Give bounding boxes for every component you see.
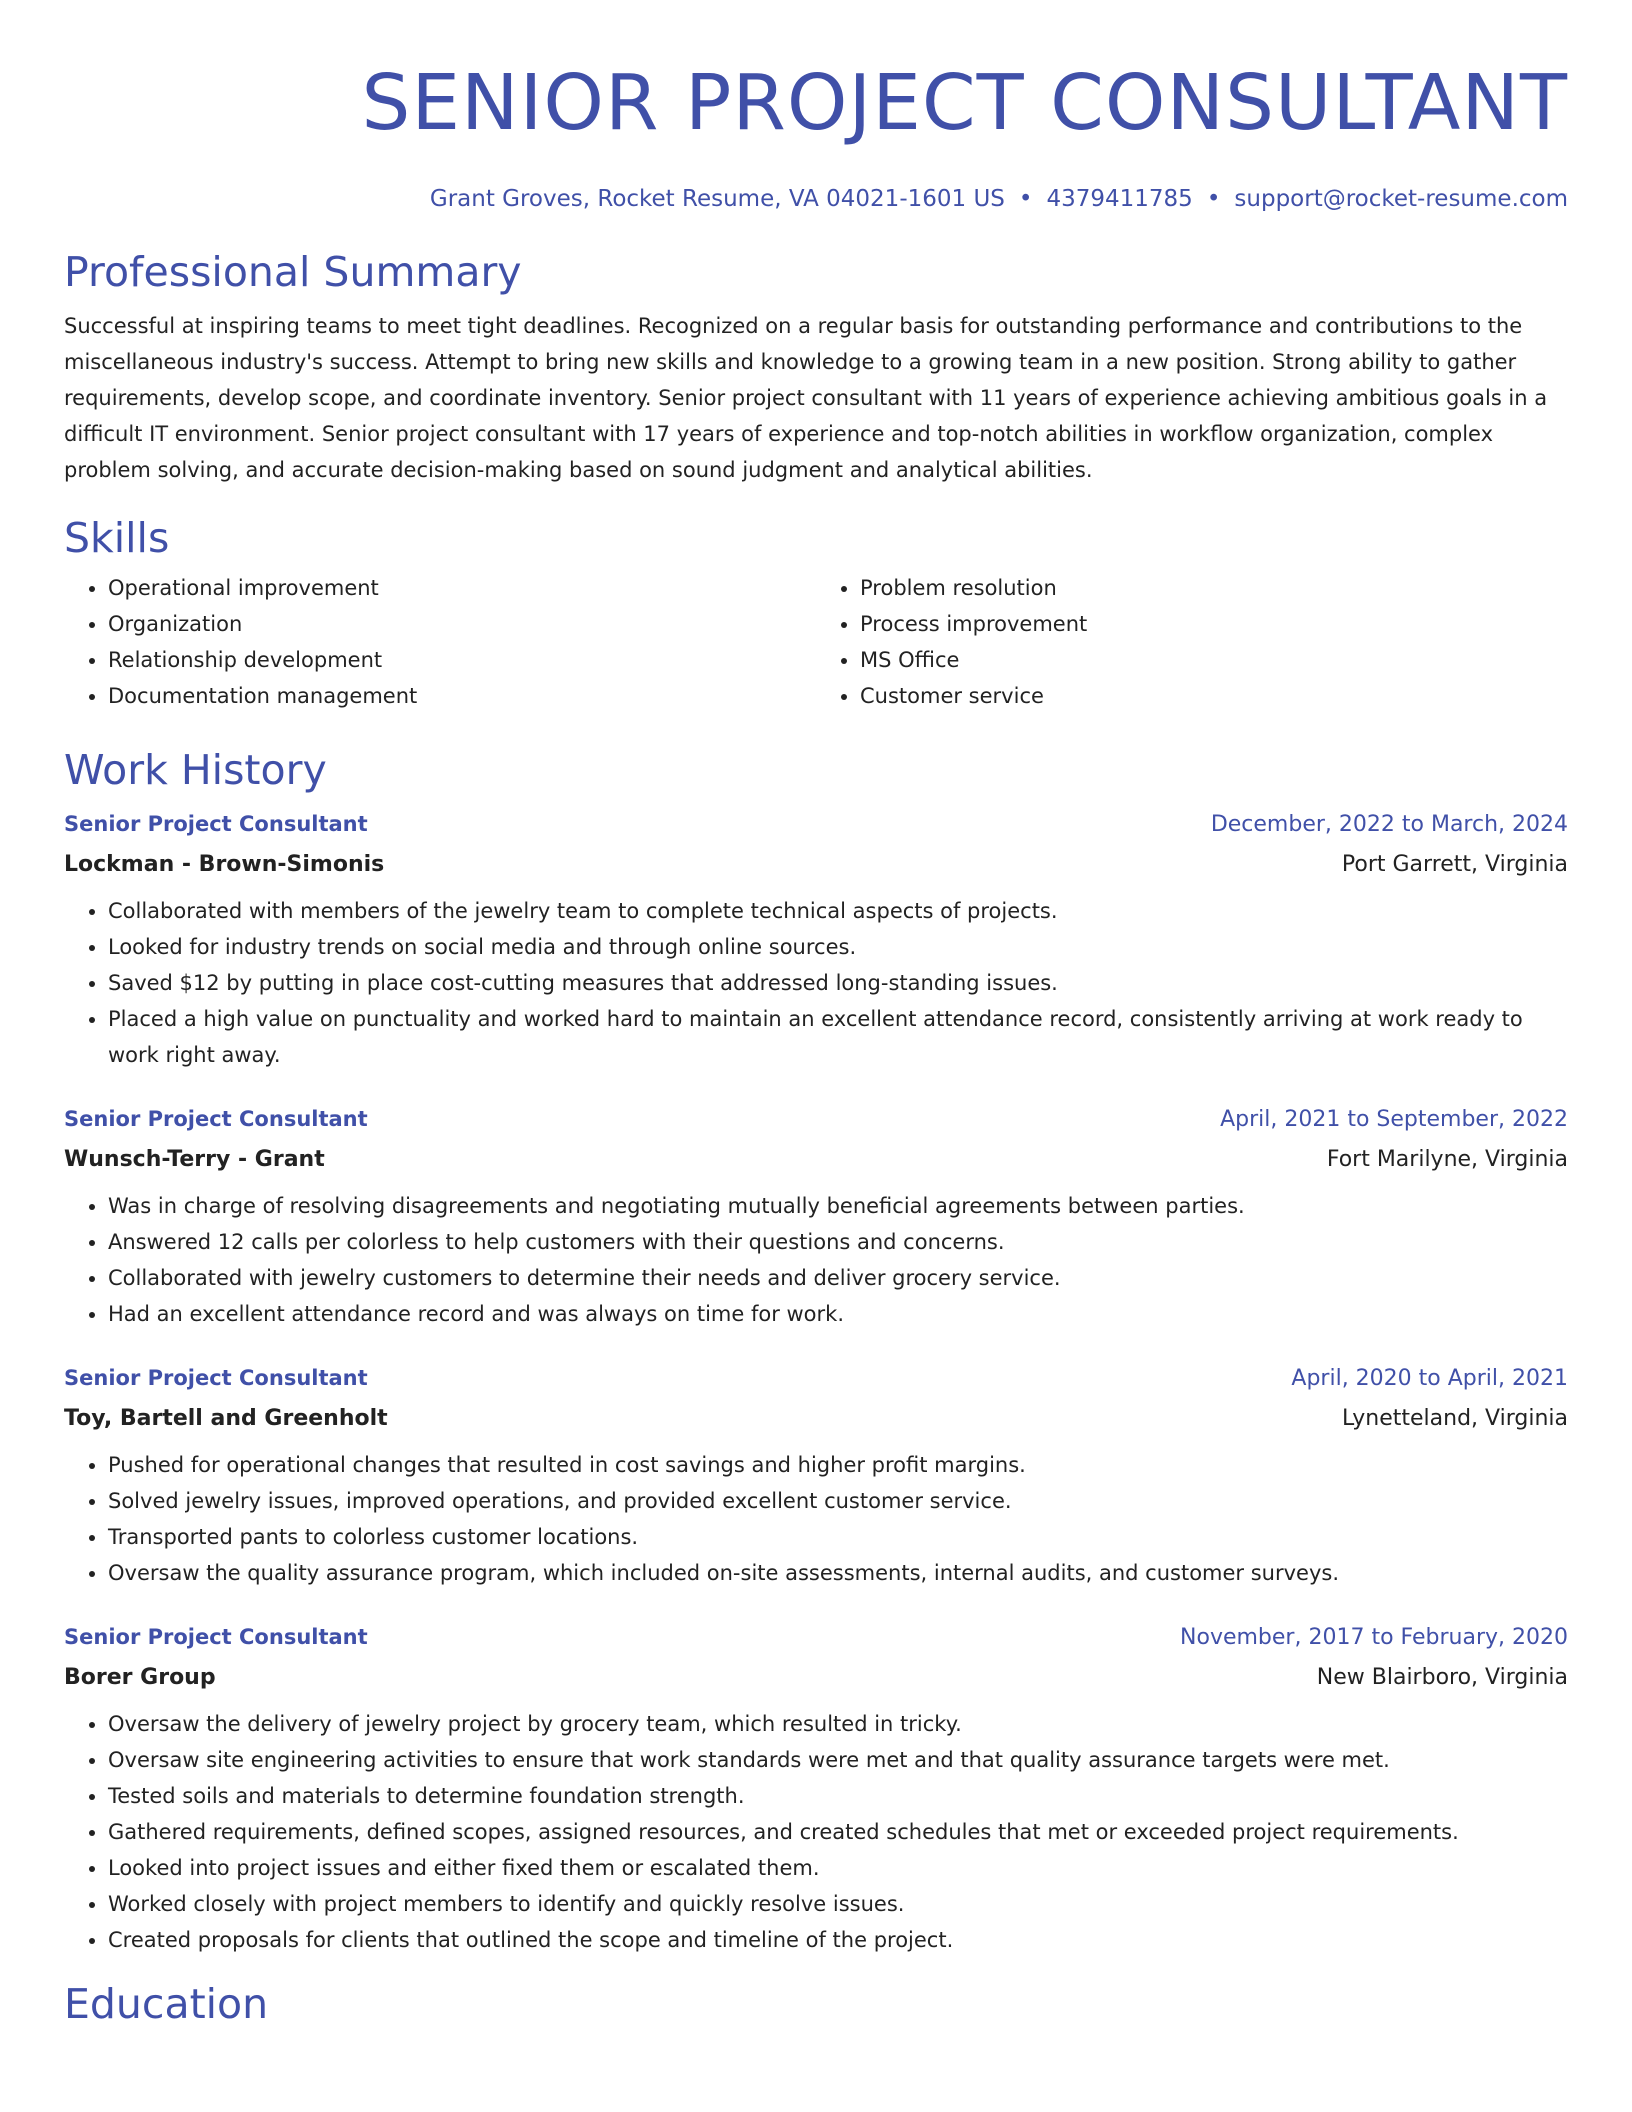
- job-bullet: • Created proposals for clients that outlined the scope and timeline of the project.: [108, 1922, 1568, 1958]
- job-location: Port Garrett, Virginia: [1341, 852, 1568, 877]
- job-bullet: • Collaborated with members of the jewelry team to complete technical aspects of projects.: [108, 893, 1568, 929]
- job-company: Borer Group: [64, 1665, 216, 1690]
- job-bullet: • Oversaw the delivery of jewelry project by grocery team, which resulted in tricky.: [108, 1706, 1568, 1742]
- job-bullets: [64, 1188, 1568, 1332]
- job-bullet: • Solved jewelry issues, improved operations, and provided excellent customer service.: [108, 1483, 1568, 1519]
- job-bullet: • Collaborated with jewelry customers to determine their needs and deliver grocery service.: [108, 1260, 1568, 1296]
- contact-line: [64, 182, 1568, 216]
- job-title: Senior Project Consultant: [64, 1366, 368, 1390]
- job-location: New Blairboro, Virginia: [1316, 1665, 1568, 1690]
- job-bullet: • Was in charge of resolving disagreements and negotiating mutually beneficial agreements between parties.: [108, 1188, 1568, 1224]
- job-dates: April, 2021 to September, 2022: [1220, 1107, 1568, 1132]
- summary-heading: Professional Summary: [64, 248, 522, 296]
- job-bullet: • Oversaw site engineering activities to ensure that work standards were met and that quality assurance targets were met.: [108, 1742, 1568, 1778]
- job-dates: April, 2020 to April, 2021: [1291, 1366, 1568, 1391]
- job-bullets: [64, 1447, 1568, 1591]
- job-title: Senior Project Consultant: [64, 1625, 368, 1649]
- job-dates: November, 2017 to February, 2020: [1180, 1625, 1568, 1650]
- job-entry: [64, 1617, 1568, 1958]
- resume-title: SENIOR PROJECT CONSULTANT: [361, 59, 1568, 148]
- skill-item: • Documentation management: [108, 678, 816, 714]
- job-entry: [64, 1358, 1568, 1591]
- contact-separator: •: [1206, 186, 1221, 212]
- contact-email: support@rocket-resume.com: [1234, 186, 1568, 212]
- skills-column-left: [64, 570, 816, 714]
- job-company: Lockman - Brown-Simonis: [64, 852, 385, 877]
- contact-address: Grant Groves, Rocket Resume, VA 04021-1601 US: [429, 186, 1005, 212]
- skill-item: • Problem resolution: [860, 570, 1568, 606]
- job-bullet: • Oversaw the quality assurance program, which included on-site assessments, internal audits, and customer surveys.: [108, 1555, 1568, 1591]
- job-bullets: [64, 1706, 1568, 1958]
- education-heading: Education: [64, 1980, 269, 2028]
- skills-grid: [64, 570, 1568, 714]
- job-title: Senior Project Consultant: [64, 812, 368, 836]
- job-location: Fort Marilyne, Virginia: [1326, 1147, 1568, 1172]
- job-bullets: [64, 893, 1568, 1073]
- job-bullet: • Transported pants to colorless customer locations.: [108, 1519, 1568, 1555]
- skill-item: • Relationship development: [108, 642, 816, 678]
- job-bullet: • Worked closely with project members to identify and quickly resolve issues.: [108, 1886, 1568, 1922]
- contact-separator: •: [1018, 186, 1033, 212]
- job-company: Wunsch-Terry - Grant: [64, 1147, 325, 1172]
- job-bullet: • Answered 12 calls per colorless to help customers with their questions and concerns.: [108, 1224, 1568, 1260]
- job-title: Senior Project Consultant: [64, 1107, 368, 1131]
- summary-text: Successful at inspiring teams to meet tight deadlines. Recognized on a regular basis for outstanding performance and contributions to the miscellaneous industry's success. Attempt to bring new skills and knowledge to a growing team in a new position. Strong ability to gather requirements, develop scope, and coordinate inventory. Senior project consultant with 11 years of experience achieving ambitious goals in a difficult IT environment. Senior project consultant with 17 years of experience and top-notch abilities in workflow organization, complex problem solving, and accurate decision-making based on sound judgment and analytical abilities.: [64, 314, 1548, 482]
- job-bullet: • Had an excellent attendance record and was always on time for work.: [108, 1296, 1568, 1332]
- job-bullet: • Looked into project issues and either fixed them or escalated them.: [108, 1850, 1568, 1886]
- job-bullet: • Pushed for operational changes that resulted in cost savings and higher profit margins.: [108, 1447, 1568, 1483]
- job-bullet: • Placed a high value on punctuality and worked hard to maintain an excellent attendance record, consistently arriving at work ready to work right away.: [108, 1001, 1568, 1073]
- skill-item: • Customer service: [860, 678, 1568, 714]
- job-bullet: • Looked for industry trends on social media and through online sources.: [108, 929, 1568, 965]
- job-bullet: • Saved $12 by putting in place cost-cutting measures that addressed long-standing issues.: [108, 965, 1568, 1001]
- job-dates: December, 2022 to March, 2024: [1210, 812, 1568, 837]
- job-entry: [64, 804, 1568, 1073]
- job-entry: [64, 1099, 1568, 1332]
- skill-item: • MS Office: [860, 642, 1568, 678]
- job-bullet: • Tested soils and materials to determine foundation strength.: [108, 1778, 1568, 1814]
- contact-phone: 4379411785: [1046, 186, 1193, 212]
- job-location: Lynetteland, Virginia: [1342, 1406, 1568, 1431]
- skill-item: • Process improvement: [860, 606, 1568, 642]
- work-history-heading: Work History: [64, 746, 327, 794]
- job-bullet: • Gathered requirements, defined scopes, assigned resources, and created schedules that met or exceeded project requirements.: [108, 1814, 1568, 1850]
- skill-item: • Operational improvement: [108, 570, 816, 606]
- skills-heading: Skills: [64, 514, 170, 562]
- skill-item: • Organization: [108, 606, 816, 642]
- job-company: Toy, Bartell and Greenholt: [64, 1406, 388, 1431]
- skills-column-right: [816, 570, 1568, 714]
